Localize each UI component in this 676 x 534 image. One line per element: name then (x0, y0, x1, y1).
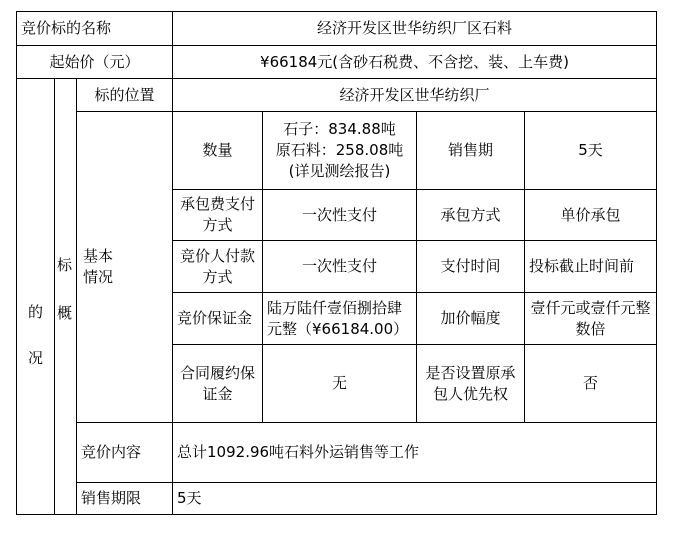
location-label: 标的位置 (77, 79, 173, 112)
basic-info-label: 基本 情况 (77, 112, 173, 423)
contract-mode-label: 承包方式 (417, 190, 525, 241)
bidder-payment-label: 竞价人付款方式 (173, 241, 263, 293)
contract-fee-label: 承包费支付方式 (173, 190, 263, 241)
performance-deposit-label: 合同履约保证金 (173, 345, 263, 423)
priority-label: 是否设置原承包人优先权 (417, 345, 525, 423)
contract-mode-value: 单价承包 (525, 190, 657, 241)
row-location (17, 79, 657, 112)
overview-char-gai: 概 (57, 304, 73, 322)
row-period (17, 483, 657, 515)
quantity-stones: 石子：834.88吨 (283, 120, 396, 138)
quantity-value (263, 112, 417, 190)
item-name-value: 经济开发区世华纺织厂区石料 (173, 12, 657, 46)
quantity-raw: 原石料：258.08吨 (275, 141, 404, 159)
contract-fee-value: 一次性支付 (263, 190, 417, 241)
content-label: 竞价内容 (77, 423, 173, 483)
bid-info-table (16, 11, 657, 515)
sale-period-label: 销售期 (417, 112, 525, 190)
row-item-name (17, 12, 657, 46)
period-value: 5天 (173, 483, 657, 515)
period-label: 销售期限 (77, 483, 173, 515)
priority-value: 否 (525, 345, 657, 423)
quantity-note: (详见测绘报告) (288, 162, 391, 180)
overview-label-col1 (17, 79, 55, 515)
overview-label-col1-chars (17, 224, 54, 369)
overview-label-col2-chars (57, 254, 72, 323)
payment-time-label: 支付时间 (417, 241, 525, 293)
bid-deposit-value: 陆万陆仟壹佰捌拾肆元整（¥66184.00） (263, 293, 417, 345)
sale-period-value: 5天 (525, 112, 657, 190)
overview-char-biao: 标 (57, 256, 73, 274)
location-value: 经济开发区世华纺织厂 (173, 79, 657, 112)
bid-deposit-label: 竞价保证金 (173, 293, 263, 345)
row-start-price (17, 46, 657, 79)
bidder-payment-value: 一次性支付 (263, 241, 417, 293)
row-quantity (17, 112, 657, 190)
overview-char-de: 的 (27, 303, 43, 321)
overview-char-kuang: 况 (27, 349, 43, 367)
performance-deposit-value: 无 (263, 345, 417, 423)
item-name-label: 竞价标的名称 (17, 12, 173, 46)
increment-value: 壹仟元或壹仟元整数倍 (525, 293, 657, 345)
payment-time-value: 投标截止时间前 (525, 241, 657, 293)
row-content (17, 423, 657, 483)
content-value: 总计1092.96吨石料外运销售等工作 (173, 423, 657, 483)
increment-label: 加价幅度 (417, 293, 525, 345)
start-price-label: 起始价（元） (17, 46, 173, 79)
quantity-label: 数量 (173, 112, 263, 190)
start-price-value: ¥66184元(含砂石税费、不含挖、装、上车费) (173, 46, 657, 79)
